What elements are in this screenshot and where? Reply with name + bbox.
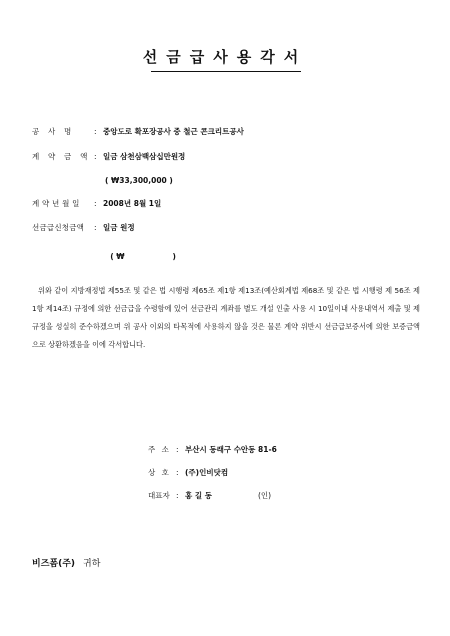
signature-representative <box>148 491 271 501</box>
body-paragraph: 위와 같이 지방재정법 제55조 및 같은 법 시행령 제65조 제1항 제13조(예산회계법 제68조 및 같은 법 시행령 제 56조 제1항 제14조) 규정에 의한 선금급을 수령함에 있어 선금관리 계좌를 별도 개설 인출 사용 시 10일이내 사용내역서 제출 및 제 규정을 성실히 준수하겠으며 위 공사 이외의 타목적에 사용하지 않을 것은 물론 계약 위반시 선금급보증서에 의한 보증금액으로 상환하겠음을 이에 각서합니다. <box>32 286 420 349</box>
field-colon: : <box>176 491 179 500</box>
field-colon: : <box>94 199 97 208</box>
sig-label: 주 소 <box>148 445 171 454</box>
advance-numeric-close: ) <box>172 252 176 261</box>
addressee-name: 비즈폼(주) <box>32 559 76 569</box>
sig-label: 대표자 <box>148 491 170 500</box>
addressee-suffix: 귀하 <box>83 559 101 569</box>
body-text <box>32 282 420 354</box>
field-colon: : <box>94 152 97 161</box>
sig-label: 상 호 <box>148 468 171 477</box>
field-label: 계 약 금 액 <box>32 152 91 161</box>
field-colon: : <box>176 445 179 454</box>
field-value: 일금 삼천삼백삼십만원정 <box>103 152 186 161</box>
signature-company <box>148 468 228 478</box>
sig-value: 부산시 동래구 수안동 81-6 <box>185 445 277 454</box>
field-value: 중앙도로 확포장공사 중 철근 콘크리트공사 <box>103 127 244 136</box>
field-label: 공 사 명 <box>32 127 75 136</box>
field-colon: : <box>94 223 97 232</box>
field-value: 일금 원정 <box>103 223 135 232</box>
field-label: 계 약 년 월 일 <box>32 199 80 208</box>
field-contract-amount <box>32 152 185 162</box>
field-label: 선금급신청금액 <box>32 223 85 232</box>
seal-mark: (인) <box>257 491 272 500</box>
contract-amount-numeric: ( ₩33,300,000 ) <box>105 176 173 185</box>
field-colon: : <box>176 468 179 477</box>
field-contract-date <box>32 199 161 209</box>
field-colon: : <box>94 127 97 136</box>
addressee <box>32 556 100 569</box>
title-underline <box>151 71 301 72</box>
sig-value: 홍 길 동 <box>185 491 212 500</box>
advance-numeric-open: ( ₩ <box>110 252 125 261</box>
page-title: 선금급사용각서 <box>142 48 308 66</box>
signature-address <box>148 445 277 455</box>
field-advance-request <box>32 223 135 233</box>
sig-value: (주)인비닷컴 <box>185 468 229 477</box>
field-construction-name <box>32 127 244 137</box>
advance-request-numeric <box>105 242 176 262</box>
field-value: 2008년 8월 1일 <box>103 199 162 208</box>
